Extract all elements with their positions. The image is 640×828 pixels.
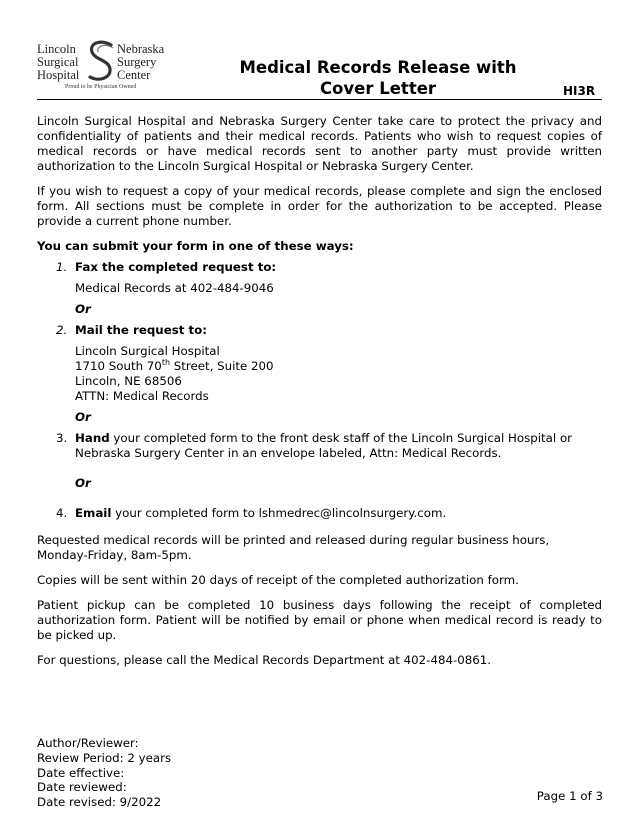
logo-swoosh-icon (87, 40, 115, 84)
address-ordinal: th (161, 358, 171, 368)
email-text (75, 506, 602, 521)
list-item-email (56, 506, 602, 521)
list-number: 1. (56, 260, 68, 274)
hand-description: your completed form to the front desk staff of the Lincoln Surgical Hospital or Nebraska Surgery Center in an envelope labeled, Attn: Medical Records. (75, 431, 573, 460)
letter-body (37, 114, 602, 668)
title-line2: Cover Letter (319, 79, 437, 98)
logo-right-line1: Nebraska (117, 42, 165, 56)
form-code: HI3R (563, 84, 596, 98)
page-title (200, 57, 556, 99)
logo-tagline: Proud to be Physician Owned (65, 84, 137, 90)
hand-text (75, 431, 602, 461)
address-line-4: ATTN: Medical Records (75, 389, 209, 403)
list-number: 4. (56, 506, 68, 520)
footer-date-effective: Date effective: (37, 765, 125, 780)
intro-paragraph-2: If you wish to request a copy of your medical records, please complete and sign the enclosed form. All sections must be complete in order for the authorization to be accepted. Please provide a current phone number. (37, 184, 602, 228)
email-description: your completed form to lshmedrec@lincolnsurgery.com. (111, 506, 447, 520)
questions-paragraph: For questions, please call the Medical Records Department at 402-484-0861. (37, 653, 491, 667)
logo-left-line1: Lincoln (37, 42, 76, 56)
or-separator: Or (75, 476, 91, 490)
title-line1: Medical Records Release with (239, 58, 517, 77)
list-item-mail (56, 323, 602, 425)
page-number: Page 1 of 3 (536, 789, 603, 803)
logo-right-line2: Surgery (117, 55, 157, 69)
hours-paragraph: Requested medical records will be printed and released during regular business hours, Monday-Friday, 8am-5pm. (37, 533, 550, 562)
footer-date-reviewed: Date reviewed: (37, 780, 127, 795)
intro-paragraph-1: Lincoln Surgical Hospital and Nebraska Surgery Center take care to protect the privacy and confidentiality of patients and their medical records. Patients who wish to request copies of medical records or have medical records sent to another party must provide written authorization to the Lincoln Surgical Hospital or Nebraska Surgery Center. (37, 114, 602, 173)
list-item-hand (56, 431, 602, 491)
list-number: 3. (56, 431, 68, 445)
logo-right-text (117, 43, 164, 82)
or-separator: Or (75, 302, 91, 316)
submission-methods-list (56, 260, 602, 521)
footer-date-revised: Date revised: 9/2022 (37, 795, 162, 810)
mail-heading: Mail the request to: (75, 323, 207, 337)
footer-review-period: Review Period: 2 years (37, 750, 172, 765)
logo-left-text (37, 43, 79, 82)
document-footer (37, 736, 171, 810)
logo-right-line3: Center (117, 68, 151, 82)
footer-author: Author/Reviewer: (37, 736, 139, 750)
or-separator: Or (75, 410, 91, 424)
address-street-number: 1710 South 70 (75, 359, 162, 373)
fax-detail: Medical Records at 402-484-9046 (75, 281, 274, 295)
copies-paragraph: Copies will be sent within 20 days of receipt of the completed authorization form. (37, 573, 519, 587)
address-line-2 (75, 359, 602, 374)
list-item-fax (56, 260, 602, 317)
logo-left-line2: Surgical (37, 55, 79, 69)
mail-address (75, 344, 602, 404)
ways-heading: You can submit your form in one of these ways: (37, 239, 354, 253)
address-line-3: Lincoln, NE 68506 (75, 374, 182, 388)
address-line-1: Lincoln Surgical Hospital (75, 344, 220, 358)
header-divider (37, 99, 602, 100)
pickup-paragraph: Patient pickup can be completed 10 business days following the receipt of completed authorization form. Patient will be notified by email or phone when medical record is ready to be picked up. (37, 598, 602, 642)
logo-left-line3: Hospital (37, 68, 80, 82)
hospital-logo (37, 40, 177, 94)
hand-bold: Hand (75, 431, 110, 445)
email-bold: Email (75, 506, 112, 520)
address-street-rest: Street, Suite 200 (170, 359, 274, 373)
list-number: 2. (56, 323, 68, 337)
fax-heading: Fax the completed request to: (75, 260, 277, 274)
